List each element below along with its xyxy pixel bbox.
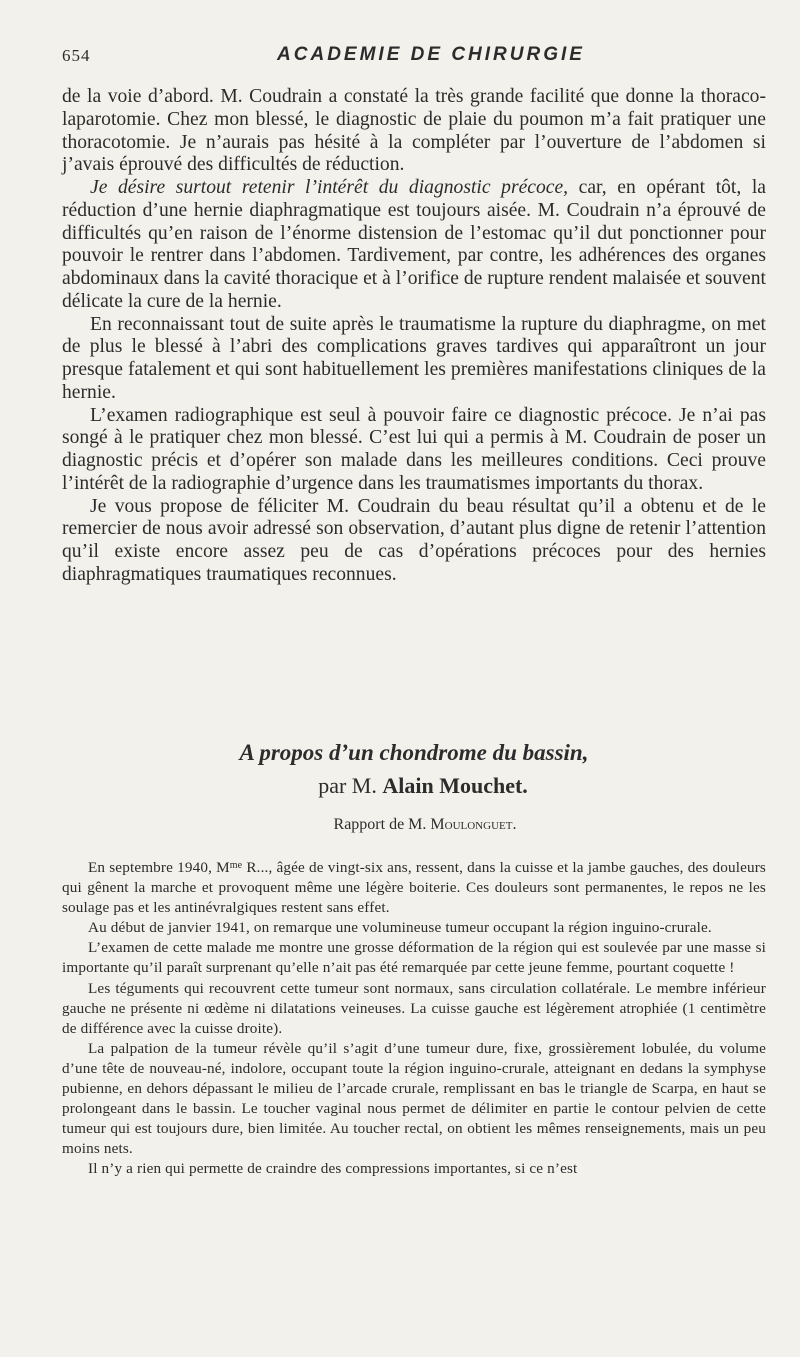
paragraph: Il n’y a rien qui permette de craindre des compressions importantes, si ce n’est [88, 1160, 578, 1178]
report-attribution [62, 816, 766, 834]
author-name: Alain Mouchet. [382, 773, 528, 798]
paragraph: Je vous propose de féliciter M. Coudrain du beau résultat qu’il a obtenu et de le remercier de nous avoir adressé son observation, d’autant plus digne de retenir l’attention qu’il existe encore assez peu de cas d’opérations précoces pour des hernies diaphragmatiques traumatiques reconnues. [62, 495, 766, 585]
paragraph: L’examen de cette malade me montre une grosse déformation de la région qui est soulevée par une masse si importante qu’il paraît surprenant qu’elle n’ait pas été remarquée par cette jeune femme, pourtant coquette ! [62, 939, 766, 977]
byline [62, 773, 766, 799]
report-prefix: Rapport de M. [333, 816, 431, 833]
page-header [62, 44, 760, 72]
paragraph: En reconnaissant tout de suite après le traumatisme la rupture du diaphragme, on met de plus le blessé à l’abri des complications graves tardives qui apparaîtront un jour presque fatalement et qui sont habituellement les premières manifestations cliniques de la hernie. [62, 313, 766, 403]
italic-phrase: Je désire surtout retenir l’intérêt du diagnostic précoce, [90, 177, 569, 198]
paragraph-text: En septembre 1940, M [88, 859, 230, 876]
paragraph-text: car, en opérant tôt, la réduction d’une hernie diaphragmatique est toujours aisée. M. Coudrain n’a éprouvé de difficultés qu’en raison de l’énorme distension de l’estomac qu’il dut ponctionner pour pouvoir le rentrer dans l’abdomen. Tardivement, par contre, les adhérences des organes abdominaux dans la cavité thoracique et à l’orifice de rupture rendent malaisée et souvent délicate la cure de la hernie. [62, 177, 767, 312]
paragraph: Les téguments qui recouvrent cette tumeur sont normaux, sans circulation collatérale. Le membre inférieur gauche ne présente ni œdème ni dilatations veineuses. La cuisse gauche est légèrement atrophiée (1 centimètre de différence avec la cuisse droite). [62, 979, 766, 1037]
paragraph: Au début de janvier 1941, on remarque une volumineuse tumeur occupant la région inguino-crurale. [88, 919, 712, 937]
paragraph: de la voie d’abord. M. Coudrain a constaté la très grande facilité que donne la thoraco-laparotomie. Chez mon blessé, le diagnostic de plaie du poumon m’a fait pratiquer une thoracotomie. Je n’aurais pas hésité à la compléter par l’ouverture de l’abdomen si j’avais éprouvé des difficultés de réduction. [62, 86, 766, 176]
paragraph [62, 858, 766, 918]
paragraph [62, 177, 766, 314]
paragraph: La palpation de la tumeur révèle qu’il s’agit d’une tumeur dure, fixe, grossièrement lobulée, du volume d’une tête de nouveau-né, indolore, occupant toute la région inguino-crurale, atteignant en dedans la symphyse pubienne, en dehors dépassant le milieu de l’arcade crurale, remplissant en bas le triangle de Scarpa, en haut se prolongeant dans le bassin. Le toucher vaginal nous permet de délimiter en partie le contour pelvien de cette tumeur qui est toujours dure, bien limitée. Au toucher rectal, on obtient les mêmes renseignements, mais un peu moins nets. [62, 1039, 766, 1158]
reporter-name: Moulonguet. [430, 816, 517, 833]
article-title: A propos d’un chondrome du bassin, [239, 740, 589, 765]
running-title: ACADEMIE DE CHIRURGIE [277, 44, 585, 65]
superscript: me [229, 860, 243, 871]
paragraph-text: R..., âgée de vingt-six ans, ressent, dans la cuisse et la jambe gauches, des douleurs qui gênent la marche et provoquent même une légère boiterie. Ces douleurs sont permanentes, le repos ne les soulage pas et les antinévralgiques restent sans effet. [62, 859, 766, 917]
page-number: 654 [62, 46, 91, 65]
case-report-text [62, 858, 766, 1180]
continuation-text [62, 86, 766, 587]
paragraph: L’examen radiographique est seul à pouvoir faire ce diagnostic précoce. Je n’ai pas songé à le pratiquer chez mon blessé. C’est lui qui a permis à M. Coudrain de poser un diagnostic précis et d’opérer son malade dans les meilleures conditions. Ceci prouve l’intérêt de la radiographie d’urgence dans les traumatismes importants du thorax. [62, 404, 766, 494]
byline-prefix: par M. [318, 773, 383, 798]
